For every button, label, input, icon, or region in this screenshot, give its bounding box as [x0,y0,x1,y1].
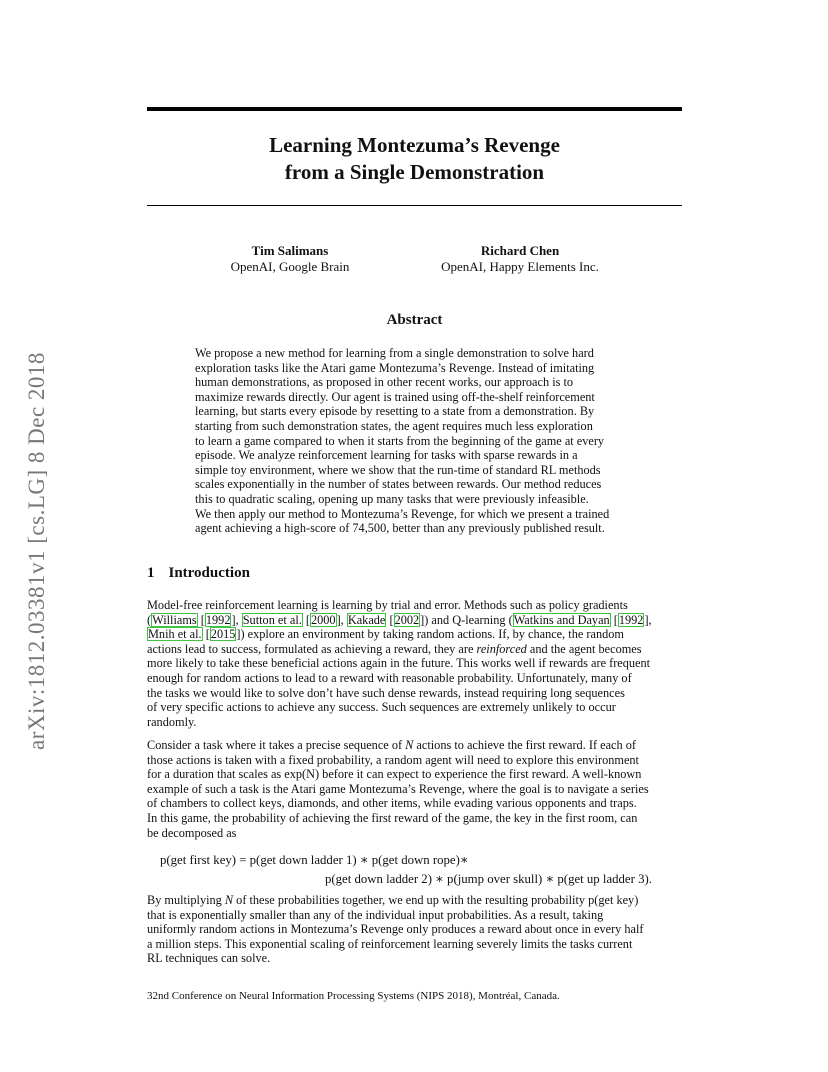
conference-footer: 32nd Conference on Neural Information Processing Systems (NIPS 2018), Montréal, Canada. [147,990,560,1002]
text-fragment: ]) explore an environment by taking random actions. If, by chance, the random [236,627,624,642]
title-line-2: from a Single Demonstration [284,160,545,184]
text-fragment: By multiplying [147,893,225,907]
text-fragment: ], [231,612,242,627]
text-fragment: and the agent becomes [526,641,642,656]
citation-year-link[interactable]: 2002 [394,612,420,627]
abstract-line: starting from such demonstration states, the agent requires much less exploration [195,418,593,433]
author-affiliation: OpenAI, Happy Elements Inc. [441,259,599,274]
text-fragment: actions lead to success, formulated as achieving a reward, they are [147,641,477,656]
para-line: that is exponentially smaller than any of the individual input probabilities. As a result, taking [147,907,604,922]
author-name: Richard Chen [480,243,560,258]
author-affiliation: OpenAI, Google Brain [230,259,350,274]
text-fragment: [ [386,612,394,627]
para-line: more likely to take these beneficial actions again in the future. This works well if rewards are frequent [147,656,651,671]
para-line: a million steps. This exponential scaling of reinforcement learning severely limits the tasks current [147,936,633,951]
para-line: those actions is taken with a fixed probability, a random agent will need to explore this environment [147,752,639,767]
text-fragment: before it can expect to experience the first reward. A well-known [319,767,642,782]
para-line: Model-free reinforcement learning is learning by trial and error. Methods such as policy gradients [147,598,628,612]
text-fragment: actions to achieve the first reward. If each of [413,738,636,752]
para-line [147,627,682,642]
para-line: In this game, the probability of achieving the first reward of the game, the key in the first room, can [147,810,638,825]
abstract-line: episode. We analyze reinforcement learning for tasks with sparse rewards in a [195,448,578,463]
citation-link-mnih[interactable]: Mnih et al. [148,627,202,642]
abstract-body [195,346,635,536]
author-block-1 [210,243,370,275]
para-line: the tasks we would like to solve don’t have such dense rewards, instead requiring long sequences [147,685,625,700]
text-fragment: for a duration that scales as [147,767,285,782]
math-expression: p(get key) [588,893,639,907]
abstract-line: simple toy environment, where we show that the run-time of standard RL methods [195,462,601,477]
para-line [147,767,682,782]
equation-line-1: p(get first key) = p(get down ladder 1) ∗ p(get down rope)∗ [160,853,469,867]
math-expression: exp(N) [284,767,320,782]
arxiv-stamp[interactable]: arXiv:1812.03381v1 [cs.LG] 8 Dec 2018 [24,352,49,750]
abstract-line: agent achieving a high-score of 74,500, better than any previously published result. [195,521,605,536]
para-line: be decomposed as [147,825,237,840]
paper-title [147,132,682,186]
math-variable: N [224,893,234,907]
citation-link-watkins-dayan[interactable]: Watkins and Dayan [513,612,610,627]
para-line: example of such a task is the Atari game Montezuma’s Revenge, where the goal is to navigate a series [147,781,649,796]
citation-year-link[interactable]: 2000 [310,612,336,627]
intro-paragraph-2 [147,738,682,840]
abstract-line: maximize rewards directly. Our agent is trained using off-the-shelf reinforcement [195,389,595,404]
abstract-line: We propose a new method for learning from a single demonstration to solve hard [195,346,594,360]
citation-link-kakade[interactable]: Kakade [347,612,386,627]
para-line [147,893,682,908]
abstract-line: human demonstrations, as proposed in other recent works, our approach is to [195,375,574,390]
citation-year-link[interactable]: 1992 [205,612,231,627]
section-heading-introduction [147,565,250,582]
abstract-line: scales exponentially in the number of states between rewards. Our method reduces [195,477,602,492]
text-fragment: ], [644,612,652,627]
abstract-line: learning, but starts every episode by resetting to a state from a demonstration. By [195,404,595,419]
citation-link-williams[interactable]: Williams [152,612,197,627]
abstract-heading: Abstract [386,312,443,328]
para-line: of chambers to collect keys, diamonds, and other items, while evading various opponents and traps. [147,796,637,811]
text-fragment: Consider a task where it takes a precise sequence of [147,738,406,752]
para-line: randomly. [147,714,197,729]
text-fragment: [ [302,612,310,627]
author-block-2 [420,243,620,275]
text-fragment: ( [147,612,152,627]
text-fragment: ], [336,612,347,627]
intro-paragraph-1 [147,598,682,729]
equation-line-2: p(get down ladder 2) ∗ p(jump over skull) ∗ p(get up ladder 3). [325,872,652,886]
abstract-line: exploration tasks like the Atari game Montezuma’s Revenge. Instead of imitating [195,360,595,375]
emphasis-text: reinforced [476,641,527,656]
text-fragment: ]) and Q-learning ( [420,612,513,627]
text-fragment: [ [610,612,618,627]
intro-paragraph-3 [147,893,682,966]
section-title: Introduction [168,565,250,581]
citation-year-link[interactable]: 1992 [618,612,644,627]
para-line: RL techniques can solve. [147,951,271,966]
para-line [147,613,682,628]
abstract-line: this to quadratic scaling, opening up many tasks that were previously infeasible. [195,491,589,506]
para-line [147,642,682,657]
text-fragment: [ [197,612,205,627]
para-line [147,738,682,753]
math-variable: N [405,738,414,752]
title-top-rule [147,107,682,111]
para-line: enough for random actions to lead to a reward with reasonable probability. Unfortunately, many of [147,670,632,685]
title-bottom-rule [147,205,682,206]
abstract-line: to learn a game compared to when it starts from the beginning of the game at every [195,433,605,448]
text-fragment: [ [202,627,210,642]
citation-link-sutton[interactable]: Sutton et al. [242,612,302,627]
section-number: 1 [147,565,155,581]
text-fragment: of these probabilities together, we end up with the resulting probability [233,893,589,907]
para-line: uniformly random actions in Montezuma’s Revenge only produces a reward about once in every half [147,922,644,937]
para-line: of very specific actions to achieve any success. Such sequences are extremely unlikely to occur [147,700,616,715]
citation-year-link[interactable]: 2015 [210,627,236,642]
author-name: Tim Salimans [251,243,329,258]
title-line-1: Learning Montezuma’s Revenge [269,133,560,157]
abstract-line: We then apply our method to Montezuma’s Revenge, for which we present a trained [195,506,610,521]
